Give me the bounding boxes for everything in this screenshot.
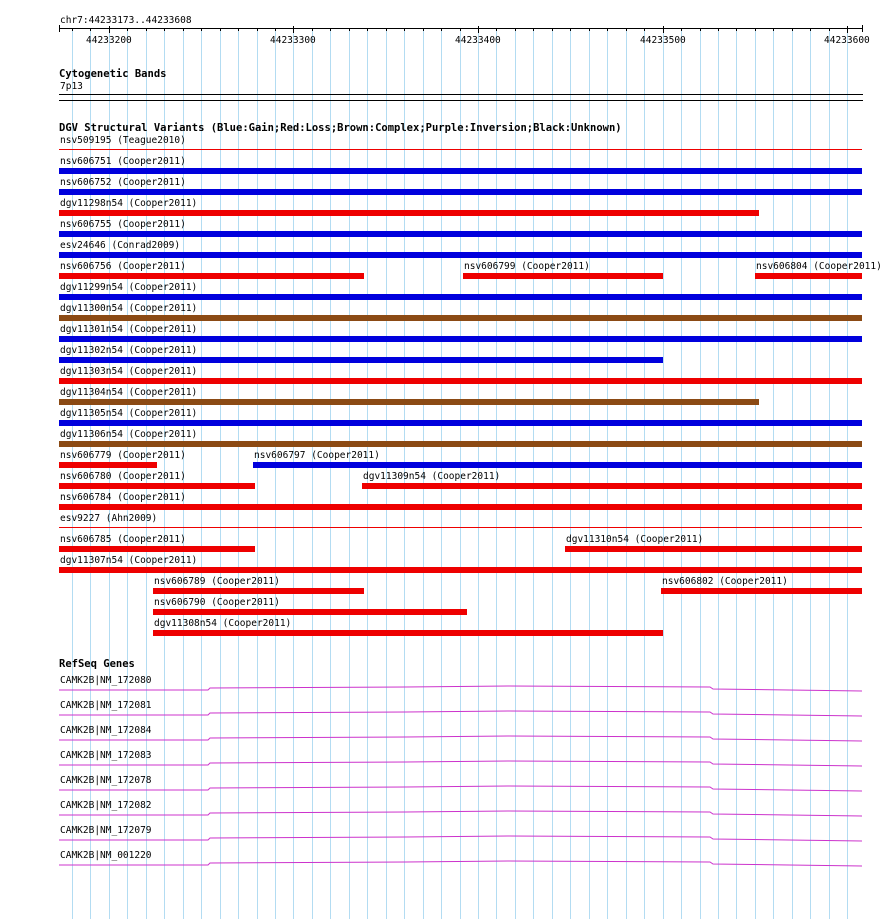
variant-label[interactable]: dgv11307n54 (Cooper2011) (60, 555, 198, 566)
variant-label[interactable]: dgv11298n54 (Cooper2011) (60, 198, 198, 209)
variant-label[interactable]: nsv606797 (Cooper2011) (254, 450, 380, 461)
variant-label[interactable]: dgv11303n54 (Cooper2011) (60, 366, 198, 377)
variant-label[interactable]: nsv606751 (Cooper2011) (60, 156, 186, 167)
variant-label[interactable]: nsv606804 (Cooper2011) (756, 261, 882, 272)
gene-label[interactable]: CAMK2B|NM_172082 (60, 800, 152, 811)
variant-label[interactable]: dgv11301n54 (Cooper2011) (60, 324, 198, 335)
variant-label[interactable]: nsv606802 (Cooper2011) (662, 576, 788, 587)
variant-label[interactable]: nsv606752 (Cooper2011) (60, 177, 186, 188)
variant-label[interactable]: nsv606785 (Cooper2011) (60, 534, 186, 545)
variant-label[interactable]: dgv11306n54 (Cooper2011) (60, 429, 198, 440)
gene-model-line[interactable] (59, 711, 862, 716)
gene-model-line[interactable] (59, 811, 862, 816)
variant-label[interactable]: esv9227 (Ahn2009) (60, 513, 158, 524)
track-title-dgv: DGV Structural Variants (Blue:Gain;Red:Loss;Brown:Complex;Purple:Inversion;Black:Unknown) (59, 122, 622, 134)
ruler-tick-label: 44233500 (640, 35, 686, 46)
variant-label[interactable]: dgv11304n54 (Cooper2011) (60, 387, 198, 398)
gene-label[interactable]: CAMK2B|NM_172081 (60, 700, 152, 711)
gene-label[interactable]: CAMK2B|NM_001220 (60, 850, 152, 861)
ruler-tick-label: 44233600 (824, 35, 870, 46)
gene-model-line[interactable] (59, 836, 862, 841)
gene-model-line[interactable] (59, 786, 862, 791)
gene-model-line[interactable] (59, 861, 862, 866)
variant-label[interactable]: nsv606790 (Cooper2011) (154, 597, 280, 608)
variant-label[interactable]: dgv11299n54 (Cooper2011) (60, 282, 198, 293)
variant-label[interactable]: nsv606789 (Cooper2011) (154, 576, 280, 587)
variant-label[interactable]: nsv606780 (Cooper2011) (60, 471, 186, 482)
gene-model-line[interactable] (59, 761, 862, 766)
region-label: chr7:44233173..44233608 (60, 15, 192, 26)
variant-label[interactable]: dgv11310n54 (Cooper2011) (566, 534, 704, 545)
variant-label[interactable]: dgv11308n54 (Cooper2011) (154, 618, 292, 629)
variant-label[interactable]: nsv606756 (Cooper2011) (60, 261, 186, 272)
gene-model-line[interactable] (59, 686, 862, 691)
ruler-tick-label: 44233400 (455, 35, 501, 46)
track-title-refseq: RefSeq Genes (59, 658, 135, 670)
track-title-cytoband: Cytogenetic Bands (59, 68, 167, 80)
variant-label[interactable]: dgv11309n54 (Cooper2011) (363, 471, 501, 482)
variant-label[interactable]: nsv509195 (Teague2010) (60, 135, 186, 146)
gene-model-line[interactable] (59, 736, 862, 741)
gene-label[interactable]: CAMK2B|NM_172084 (60, 725, 152, 736)
gene-label[interactable]: CAMK2B|NM_172078 (60, 775, 152, 786)
variant-label[interactable]: nsv606755 (Cooper2011) (60, 219, 186, 230)
variant-label[interactable]: dgv11302n54 (Cooper2011) (60, 345, 198, 356)
variant-label[interactable]: dgv11300n54 (Cooper2011) (60, 303, 198, 314)
variant-label[interactable]: nsv606784 (Cooper2011) (60, 492, 186, 503)
gene-label[interactable]: CAMK2B|NM_172083 (60, 750, 152, 761)
ruler-tick-label: 44233200 (86, 35, 132, 46)
variant-label[interactable]: nsv606779 (Cooper2011) (60, 450, 186, 461)
gene-label[interactable]: CAMK2B|NM_172079 (60, 825, 152, 836)
variant-label[interactable]: dgv11305n54 (Cooper2011) (60, 408, 198, 419)
variant-label[interactable]: esv24646 (Conrad2009) (60, 240, 181, 251)
gene-label[interactable]: CAMK2B|NM_172080 (60, 675, 152, 686)
ruler-tick-label: 44233300 (270, 35, 316, 46)
variant-label[interactable]: nsv606799 (Cooper2011) (464, 261, 590, 272)
cytoband-label: 7p13 (60, 81, 83, 92)
